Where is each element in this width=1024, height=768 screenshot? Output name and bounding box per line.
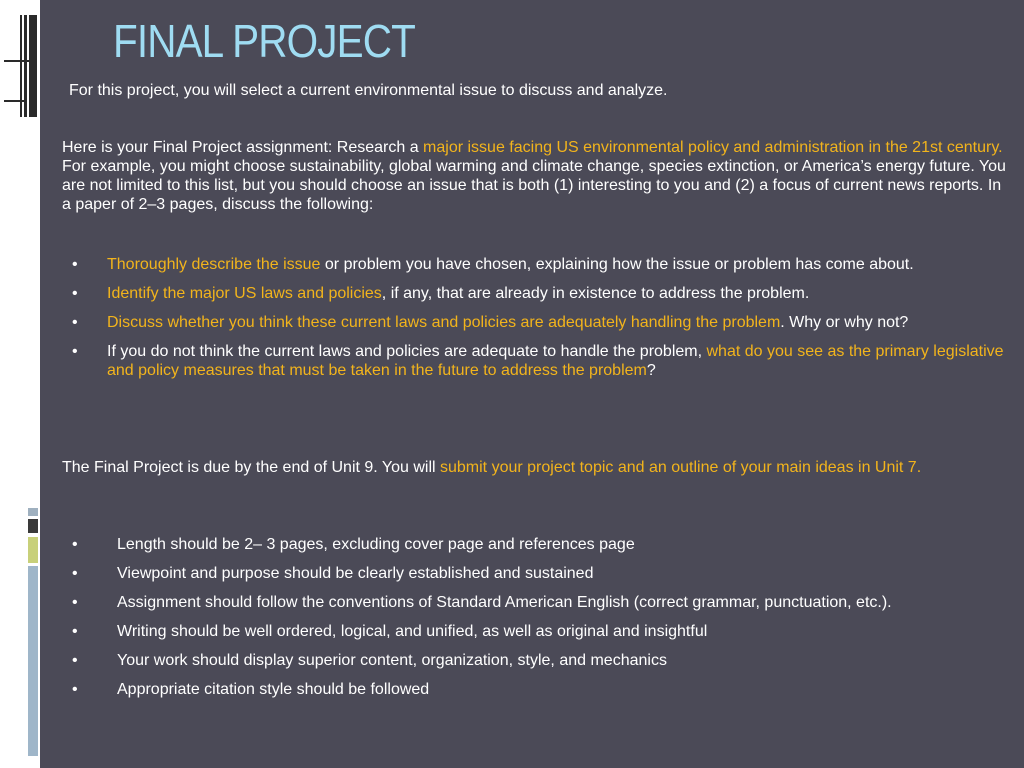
bullet-highlight: Thoroughly describe the issue — [107, 256, 321, 273]
due-text: The Final Project is due by the end of Unit 9. You will — [62, 459, 440, 476]
slide-title: FINAL PROJECT — [113, 15, 415, 67]
decor-accent — [28, 519, 38, 533]
decor-bar — [24, 15, 27, 117]
list-item — [62, 284, 1017, 303]
bullet-highlight: Identify the major US laws and policies — [107, 285, 382, 302]
decor-bar — [29, 15, 37, 117]
bullet-marker: • — [72, 314, 78, 331]
bullet-marker: • — [72, 681, 78, 698]
discussion-list — [62, 255, 1017, 390]
bullet-highlight: Discuss whether you think these current laws and policies are adequately handling the problem — [107, 314, 781, 331]
bullet-marker: • — [72, 652, 78, 669]
requirement-text: Writing should be well ordered, logical, and unified, as well as original and insightful — [117, 623, 708, 640]
bullet-marker: • — [72, 256, 78, 273]
bullet-marker: • — [72, 565, 78, 582]
bullet-highlight: what do you see as the primary legislative and policy measures that must be taken in the future to address the problem — [107, 343, 1004, 379]
list-item — [62, 255, 1017, 274]
bullet-marker: • — [72, 536, 78, 553]
list-item — [62, 342, 1017, 380]
bullet-text: or problem you have chosen, explaining how the issue or problem has come about. — [320, 256, 914, 273]
list-item — [62, 535, 1017, 554]
decor-accent — [28, 537, 38, 563]
assignment-text: Here is your Final Project assignment: Research a — [62, 139, 424, 156]
slide-content — [40, 0, 1024, 768]
list-item — [62, 564, 1017, 583]
due-paragraph — [62, 458, 1014, 477]
intro-text: For this project, you will select a current environmental issue to discuss and analyze. — [69, 82, 668, 99]
list-item — [62, 622, 1017, 641]
bullet-text: ? — [646, 362, 656, 379]
due-highlight: submit your project topic and an outline of your main ideas in Unit 7. — [440, 459, 922, 476]
requirement-text: Length should be 2– 3 pages, excluding cover page and references page — [117, 536, 635, 553]
bullet-marker: • — [72, 623, 78, 640]
decor-bar — [4, 60, 34, 62]
requirements-list — [62, 535, 1017, 709]
assignment-paragraph — [62, 138, 1014, 214]
bullet-text: . Why or why not? — [780, 314, 909, 331]
list-item — [62, 593, 1017, 612]
bullet-text: If you do not think the current laws and policies are adequate to handle the problem, — [107, 343, 707, 360]
bullet-marker: • — [72, 285, 78, 302]
bullet-text: , if any, that are already in existence to address the problem. — [381, 285, 810, 302]
requirement-text: Your work should display superior content, organization, style, and mechanics — [117, 652, 667, 669]
bullet-marker: • — [72, 343, 78, 360]
assignment-highlight: major issue facing US environmental policy and administration in the 21st century. — [423, 139, 1003, 156]
left-decoration-bars — [0, 0, 40, 768]
list-item — [62, 651, 1017, 670]
requirement-text: Viewpoint and purpose should be clearly established and sustained — [117, 565, 594, 582]
requirement-text: Appropriate citation style should be followed — [117, 681, 430, 698]
list-item — [62, 313, 1017, 332]
bullet-marker: • — [72, 594, 78, 611]
assignment-text-cont: For example, you might choose sustainability, global warming and climate change, species extinction, or America’s energy future. You are not limited to this list, but you should choose an issue that is both (1) interesting to you and (2) a focus of current news reports. In a paper of 2–3 pages, discuss the following: — [62, 158, 1006, 213]
decor-bar — [4, 100, 24, 102]
decor-accent — [28, 566, 38, 756]
requirement-text: Assignment should follow the conventions of Standard American English (correct grammar, punctuation, etc.). — [117, 594, 892, 611]
list-item — [62, 680, 1017, 699]
decor-accent — [28, 508, 38, 516]
